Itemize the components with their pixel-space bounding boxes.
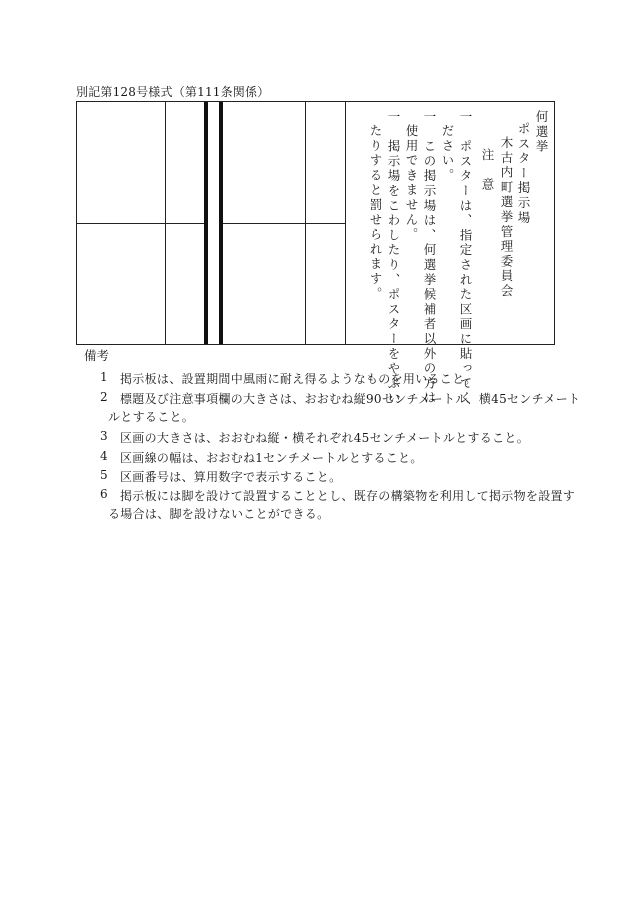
remark-number: 6	[100, 487, 108, 501]
remark-number: 2	[100, 390, 108, 404]
remark-text: 標題及び注意事項欄の大きさは、おおむね縦90センチメートル、横45センチメート	[120, 392, 581, 406]
thick-divider	[204, 102, 208, 344]
form-label: 別記第128号様式（第111条関係）	[76, 85, 270, 99]
remark-number: 1	[100, 370, 108, 384]
remark-text: 区画番号は、算用数字で表示すること。	[120, 470, 342, 484]
note-1-line-1: 一 ポスターは、指定された区画に貼ってく	[458, 110, 473, 406]
election-title: 何選挙	[534, 110, 549, 155]
authority-name: 木古内町選挙管理委員会	[499, 136, 514, 299]
note-2-line-2: 使用できません。	[404, 124, 419, 243]
remark-number: 5	[100, 468, 108, 482]
remark-text-continued: る場合は、脚を設けないことができる。	[108, 507, 330, 521]
note-3-line-1: 一 掲示場をこわしたり、ポスターをやぶい	[386, 110, 401, 406]
note-1-line-2: ださい。	[440, 124, 455, 184]
remark-text: 区画の大きさは、おおむね縦・横それぞれ45センチメートルとすること。	[120, 431, 529, 445]
caution-heading: 注 意	[480, 148, 495, 193]
section-line	[77, 223, 204, 224]
remark-text: 区画線の幅は、おおむね1センチメートルとすること。	[120, 451, 423, 465]
note-2-line-1: 一 この掲示場は、何選挙候補者以外の方は	[422, 110, 437, 406]
notice-panel	[345, 102, 554, 406]
remark-number: 4	[100, 449, 108, 463]
remark-text: 掲示板は、設置期間中風雨に耐え得るようなものを用いること。	[120, 372, 477, 386]
remark-number: 3	[100, 429, 108, 443]
remark-text: 掲示板には脚を設けて設置することとし、既存の構築物を利用して掲示物を設置す	[120, 489, 576, 503]
board-name: ポスター掲示場	[516, 122, 531, 226]
section-line	[223, 223, 345, 224]
note-3-line-2: たりすると罰せられます。	[368, 124, 383, 302]
remark-text-continued: ルとすること。	[108, 410, 195, 424]
remarks-title: 備考	[84, 348, 110, 363]
